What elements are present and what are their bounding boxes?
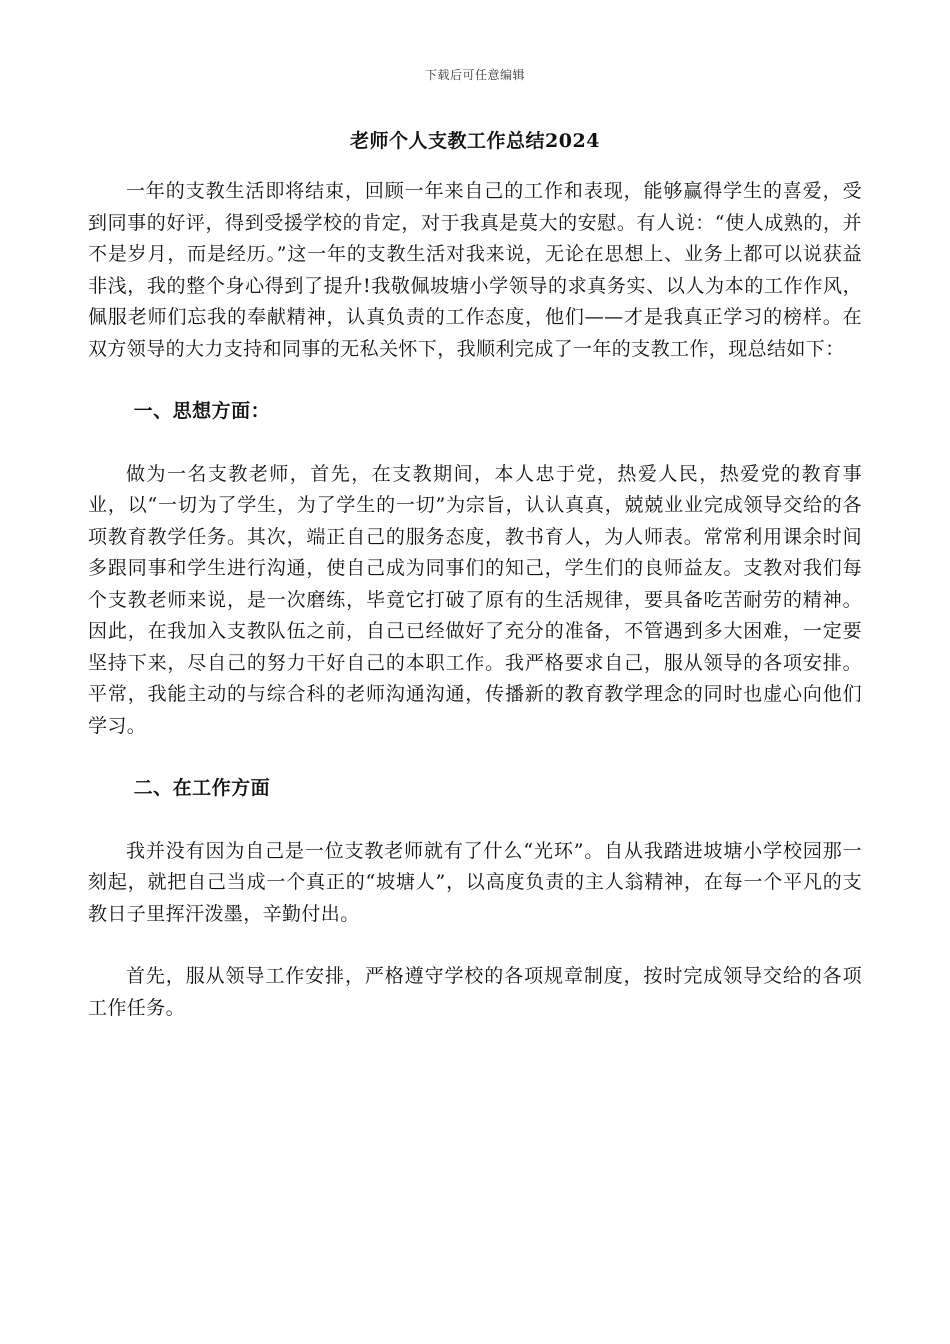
work-paragraph-first: 首先，服从领导工作安排，严格遵守学校的各项规章制度，按时完成领导交给的各项工作任务。 [88,965,862,1019]
section-heading-thought: 一、思想方面： [133,400,271,422]
work-paragraph: 我并没有因为自己是一位支教老师就有了什么“光环”。自从我踏进坡塘小学校园那一刻起，就把自己当成一个真正的“坡塘人”，以高度负责的主人翁精神，在每一个平凡的支教日子里挥汗泼墨，辛勤付出。 [88,839,862,925]
thought-paragraph: 做为一名支教老师，首先，在支教期间，本人忠于党，热爱人民，热爱党的教育事业，以“一切为了学生，为了学生的一切”为宗旨，认认真真，兢兢业业完成领导交给的各项教育教学任务。其次，端正自己的服务态度，教书育人，为人师表。常常利用课余时间多跟同事和学生进行沟通，使自己成为同事们的知己，学生们的良师益友。支教对我们每个支教老师来说，是一次磨练，毕竟它打破了原有的生活规律，要具备吃苦耐劳的精神。因此，在我加入支教队伍之前，自己已经做好了充分的准备，不管遇到多大困难，一定要坚持下来，尽自己的努力干好自己的本职工作。我严格要求自己，服从领导的各项安排。平常，我能主动的与综合科的老师沟通沟通，传播新的教育教学理念的同时也虚心向他们学习。 [88,462,862,737]
document-title: 老师个人支教工作总结2024 [350,130,600,152]
section-heading-work: 二、在工作方面 [133,777,271,799]
document-body [88,176,862,1055]
header-note: 下载后可任意编辑 [424,68,525,82]
intro-paragraph: 一年的支教生活即将结束，回顾一年来自己的工作和表现，能够赢得学生的喜爱，受到同事的好评，得到受援学校的肯定，对于我真是莫大的安慰。有人说：“使人成熟的，并不是岁月，而是经历。”这一年的支教生活对我来说，无论在思想上、业务上都可以说获益非浅，我的整个身心得到了提升!我敬佩坡塘小学领导的求真务实、以人为本的工作作风，佩服老师们忘我的奉献精神，认真负责的工作态度，他们——才是我真正学习的榜样。在双方领导的大力支持和同事的无私关怀下，我顺利完成了一年的支教工作，现总结如下： [88,180,862,360]
